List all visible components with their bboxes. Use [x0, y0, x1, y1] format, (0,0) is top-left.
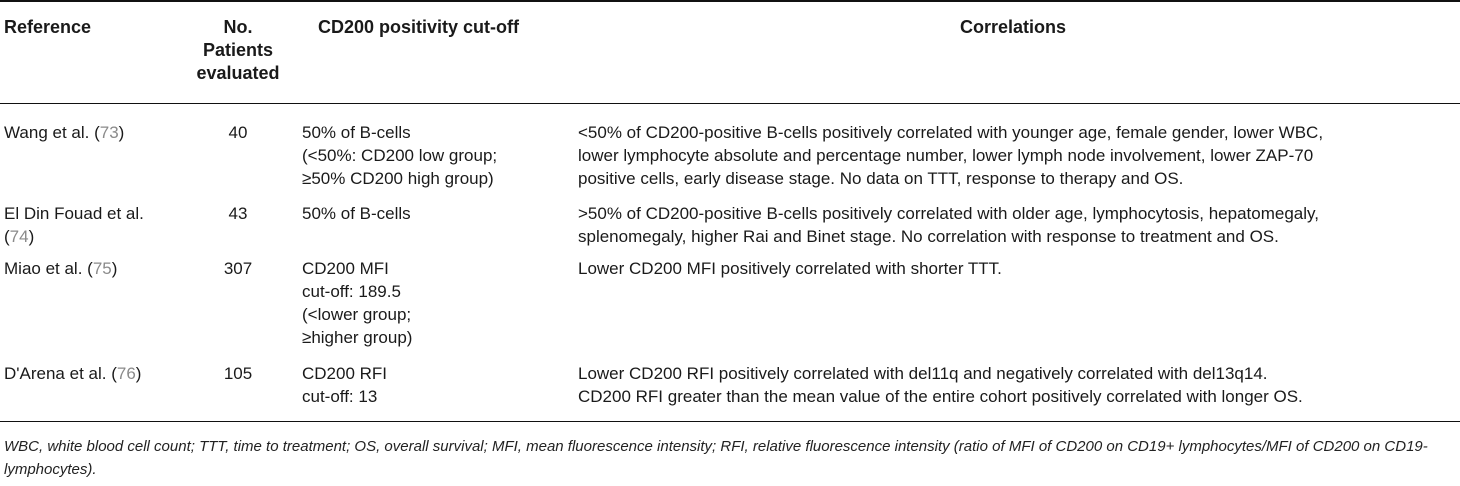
row-2-patients: 43 — [228, 204, 248, 223]
row-3-patients: 307 — [223, 259, 253, 278]
row-1-reference-text: Wang et al. ( — [4, 123, 100, 142]
row-1-patients: 40 — [228, 123, 248, 142]
row-3-reference-text: Miao et al. ( — [4, 259, 93, 278]
row-3-citation-link[interactable]: 75 — [92, 259, 112, 278]
row-2-reference-text: El Din Fouad et al. ( — [4, 204, 144, 246]
row-1-correlations: <50% of CD200-positive B-cells positively correlated with younger age, female gender, lower WBC, lower lymphocyte absolute and percentage number, lower lymph node involvement, lower ZAP-70 positive cells, early disease stage. No data on TTT, response to therapy and OS. — [578, 123, 1324, 188]
row-2-citation-link[interactable]: 74 — [9, 227, 29, 246]
row-4-correlations: Lower CD200 RFI positively correlated with del11q and negatively correlated with del13q14. CD200 RFI greater than the mean value of the entire cohort positively correlated with longer OS. — [578, 364, 1303, 406]
row-4-reference-text: D'Arena et al. ( — [4, 364, 117, 383]
row-3-correlations: Lower CD200 MFI positively correlated with shorter TTT. — [578, 259, 1002, 278]
bottom-rule — [0, 421, 1460, 422]
header-patients: No. Patients evaluated — [196, 17, 280, 83]
row-1-citation-link[interactable]: 73 — [99, 123, 119, 142]
header-cutoff: CD200 positivity cut-off — [318, 17, 520, 37]
row-2-reference — [4, 202, 184, 248]
row-4-reference-close: ) — [135, 364, 142, 383]
row-3-reference-close: ) — [111, 259, 118, 278]
row-4-reference — [4, 362, 184, 385]
table-footnote: WBC, white blood cell count; TTT, time to treatment; OS, overall survival; MFI, mean fluorescence intensity; RFI, relative fluorescence intensity (ratio of MFI of CD200 on CD19+ lymphocytes/MFI of CD200 on CD19- lymphocytes). — [4, 438, 1428, 478]
header-reference: Reference — [4, 17, 92, 37]
row-2-cutoff: 50% of B-cells — [302, 204, 411, 223]
row-2-reference-close: ) — [28, 227, 35, 246]
row-2-correlations: >50% of CD200-positive B-cells positively correlated with older age, lymphocytosis, hepatomegaly, splenomegaly, higher Rai and Binet stage. No correlation with response to treatment and OS. — [578, 204, 1319, 246]
row-1-cutoff: 50% of B-cells (<50%: CD200 low group; ≥50% CD200 high group) — [302, 123, 498, 188]
header-correlations: Correlations — [960, 17, 1067, 37]
row-4-citation-link[interactable]: 76 — [116, 364, 136, 383]
row-4-patients: 105 — [223, 364, 253, 383]
row-3-cutoff: CD200 MFI cut-off: 189.5 (<lower group; ≥higher group) — [302, 259, 413, 347]
row-1-reference-close: ) — [118, 123, 125, 142]
top-rule — [0, 0, 1460, 2]
header-rule — [0, 103, 1460, 104]
row-4-cutoff: CD200 RFI cut-off: 13 — [302, 364, 388, 406]
row-1-reference — [4, 121, 184, 144]
row-3-reference — [4, 257, 184, 280]
